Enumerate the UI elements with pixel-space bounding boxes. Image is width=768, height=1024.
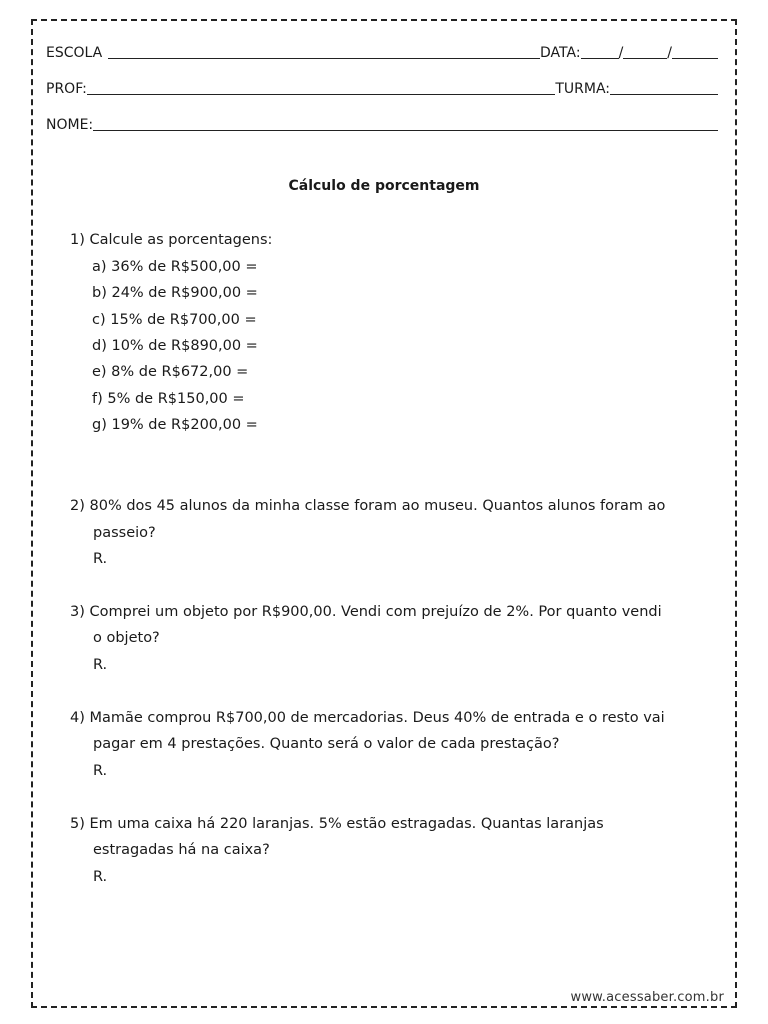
page-title: Cálculo de porcentagem	[288, 178, 480, 194]
prof-label: PROF:	[46, 81, 87, 97]
header-row-prof	[46, 78, 718, 98]
question-5-answer: R.	[93, 869, 108, 885]
data-day-field[interactable]	[581, 44, 619, 59]
escola-label: ESCOLA	[46, 45, 103, 61]
question-4-answer: R.	[93, 763, 108, 779]
data-separator: /	[667, 45, 672, 61]
escola-field[interactable]	[108, 44, 540, 59]
data-separator: /	[618, 45, 624, 61]
question-3-line: 3) Comprei um objeto por R$900,00. Vendi com prejuízo de 2%. Por quanto vendi	[70, 604, 662, 620]
nome-field[interactable]	[93, 116, 718, 131]
question-1-item: e) 8% de R$672,00 =	[92, 364, 249, 380]
question-5-line: estragadas há na caixa?	[93, 842, 270, 858]
header-row-escola	[46, 42, 718, 62]
footer-website: www.acessaber.com.br	[570, 990, 724, 1005]
question-2-line: passeio?	[93, 525, 156, 541]
question-4-line: pagar em 4 prestações. Quanto será o valor de cada prestação?	[93, 736, 560, 752]
header-row-nome	[46, 114, 718, 134]
question-3-line: o objeto?	[93, 630, 160, 646]
turma-label: TURMA:	[555, 81, 610, 97]
question-4-line: 4) Mamãe comprou R$700,00 de mercadorias. Deus 40% de entrada e o resto vai	[70, 710, 665, 726]
question-1-item: d) 10% de R$890,00 =	[92, 338, 258, 354]
data-year-field[interactable]	[672, 44, 718, 59]
data-label: DATA:	[540, 45, 581, 61]
question-2-line: 2) 80% dos 45 alunos da minha classe foram ao museu. Quantos alunos foram ao	[70, 498, 666, 514]
question-2-answer: R.	[93, 551, 108, 567]
turma-field[interactable]	[610, 80, 718, 95]
question-1-item: f) 5% de R$150,00 =	[92, 391, 245, 407]
question-1-item: b) 24% de R$900,00 =	[92, 285, 258, 301]
question-5-line: 5) Em uma caixa há 220 laranjas. 5% estão estragadas. Quantas laranjas	[70, 816, 604, 832]
prof-field[interactable]	[87, 80, 555, 95]
data-month-field[interactable]	[623, 44, 667, 59]
question-1-item: g) 19% de R$200,00 =	[92, 417, 258, 433]
question-3-answer: R.	[93, 657, 108, 673]
nome-label: NOME:	[46, 117, 94, 133]
question-1-item: c) 15% de R$700,00 =	[92, 312, 257, 328]
question-1-item: a) 36% de R$500,00 =	[92, 259, 258, 275]
question-1-prompt: 1) Calcule as porcentagens:	[70, 232, 273, 248]
